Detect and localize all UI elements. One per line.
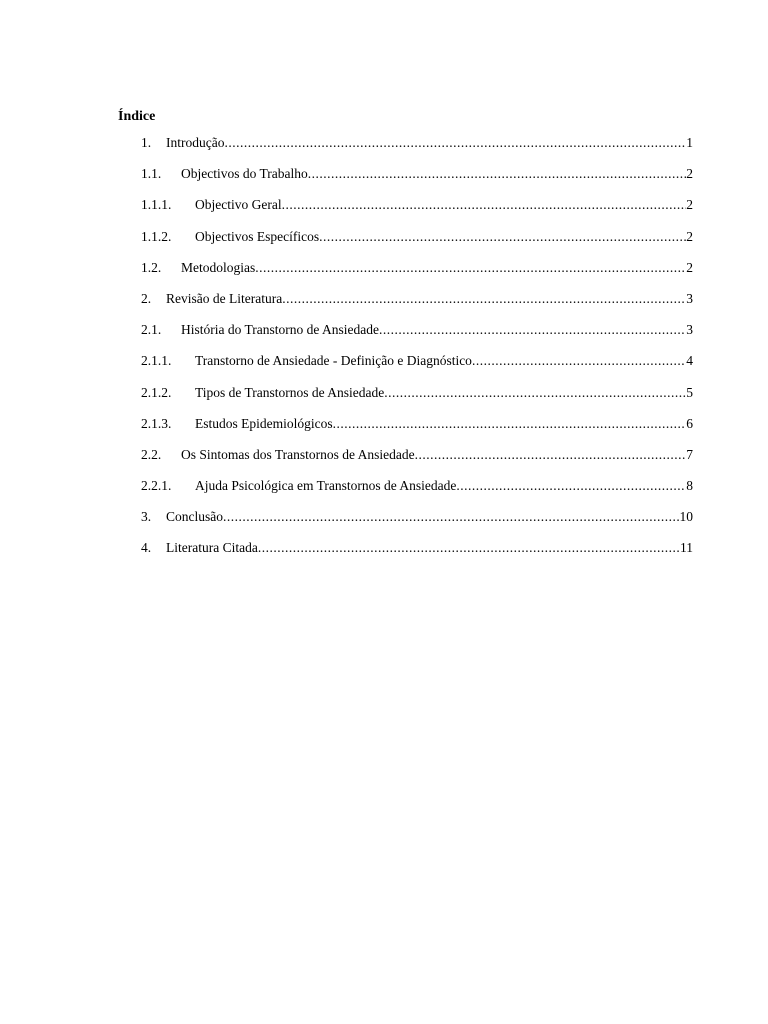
toc-entry[interactable] <box>0 504 768 535</box>
toc-entry-page: 4 <box>686 353 693 369</box>
toc-entry-page: 7 <box>686 446 693 462</box>
toc-dot-leader <box>415 442 687 468</box>
toc-entry[interactable] <box>0 286 768 317</box>
toc-entry[interactable] <box>0 380 768 411</box>
toc-entry-number: 2.2. <box>141 446 162 462</box>
toc-entry-body <box>181 442 693 468</box>
toc-entry-page: 3 <box>686 290 693 306</box>
toc-entry-number: 2.1.1. <box>141 353 172 369</box>
toc-entry-number: 2.1. <box>141 322 162 338</box>
toc-entry-label: História do Transtorno de Ansiedade <box>181 322 379 338</box>
toc-dot-leader <box>223 504 680 530</box>
toc-entry[interactable] <box>0 161 768 192</box>
toc-entry-body <box>195 224 693 250</box>
toc-entry-body <box>195 411 693 437</box>
toc-entry-page: 1 <box>686 135 693 150</box>
toc-entry-body <box>195 192 693 218</box>
toc-entry-page: 3 <box>686 322 693 338</box>
toc-entry-number: 1. <box>141 135 152 150</box>
toc-dot-leader <box>224 130 686 156</box>
toc-entry-body <box>181 161 693 187</box>
toc-dot-leader <box>258 535 680 561</box>
toc-dot-leader <box>472 348 686 374</box>
toc-entry-label: Estudos Epidemiológicos <box>195 415 333 431</box>
toc-entry-body <box>181 317 693 343</box>
toc-entry-label: Conclusão <box>166 509 223 525</box>
toc-entry-label: Objectivos Específicos <box>195 228 320 244</box>
toc-entry-body <box>166 130 693 156</box>
toc-entry-number: 1.1.2. <box>141 228 172 244</box>
toc-entry-number: 2. <box>141 290 152 306</box>
toc-dot-leader <box>456 473 686 499</box>
toc-entry-body <box>195 473 693 499</box>
toc-entry-page: 5 <box>686 384 693 400</box>
toc-entry[interactable] <box>0 411 768 442</box>
toc-entry-label: Revisão de Literatura <box>166 290 283 306</box>
toc-entry-number: 2.1.3. <box>141 415 172 431</box>
toc-entry-page: 8 <box>686 478 693 494</box>
toc-list <box>0 130 768 567</box>
toc-entry[interactable] <box>0 535 768 566</box>
toc-entry-number: 4. <box>141 540 152 556</box>
toc-entry-label: Metodologias <box>181 259 256 275</box>
toc-entry[interactable] <box>0 130 768 161</box>
toc-dot-leader <box>319 224 686 250</box>
toc-entry-number: 2.1.2. <box>141 384 172 400</box>
toc-entry-number: 1.1. <box>141 166 162 182</box>
toc-entry[interactable] <box>0 255 768 286</box>
toc-dot-leader <box>384 380 686 406</box>
toc-entry-label: Ajuda Psicológica em Transtornos de Ansiedade <box>195 478 457 494</box>
toc-entry-page: 6 <box>686 415 693 431</box>
toc-dot-leader <box>333 411 687 437</box>
toc-dot-leader <box>255 255 686 281</box>
toc-dot-leader <box>308 161 687 187</box>
toc-entry-page: 10 <box>679 509 693 525</box>
toc-entry-body <box>195 348 693 374</box>
toc-entry[interactable] <box>0 317 768 348</box>
toc-title: Índice <box>118 109 156 124</box>
toc-entry-body <box>166 504 693 530</box>
toc-entry[interactable] <box>0 473 768 504</box>
toc-entry-page: 2 <box>686 197 693 213</box>
toc-entry-body <box>166 535 693 561</box>
toc-entry[interactable] <box>0 442 768 473</box>
toc-entry-label: Os Sintomas dos Transtornos de Ansiedade <box>181 446 415 462</box>
toc-dot-leader <box>282 286 686 312</box>
toc-entry[interactable] <box>0 224 768 255</box>
toc-entry-number: 2.2.1. <box>141 478 172 494</box>
toc-entry-number: 1.1.1. <box>141 197 172 213</box>
toc-entry-body <box>181 255 693 281</box>
toc-entry-label: Transtorno de Ansiedade - Definição e Diagnóstico <box>195 353 472 369</box>
toc-entry-page: 2 <box>686 166 693 182</box>
toc-entry-label: Literatura Citada <box>166 540 258 556</box>
toc-entry-label: Introdução <box>166 135 225 150</box>
toc-entry-page: 2 <box>686 228 693 244</box>
toc-dot-leader <box>282 192 687 218</box>
toc-entry-body <box>195 380 693 406</box>
toc-entry-label: Objectivo Geral <box>195 197 282 213</box>
toc-entry[interactable] <box>0 192 768 223</box>
toc-entry-page: 11 <box>680 540 693 556</box>
toc-entry-body <box>166 286 693 312</box>
toc-dot-leader <box>379 317 686 343</box>
toc-entry-number: 3. <box>141 509 152 525</box>
toc-entry[interactable] <box>0 348 768 379</box>
toc-entry-label: Tipos de Transtornos de Ansiedade <box>195 384 385 400</box>
toc-entry-page: 2 <box>686 259 693 275</box>
toc-entry-number: 1.2. <box>141 259 162 275</box>
toc-entry-label: Objectivos do Trabalho <box>181 166 308 182</box>
